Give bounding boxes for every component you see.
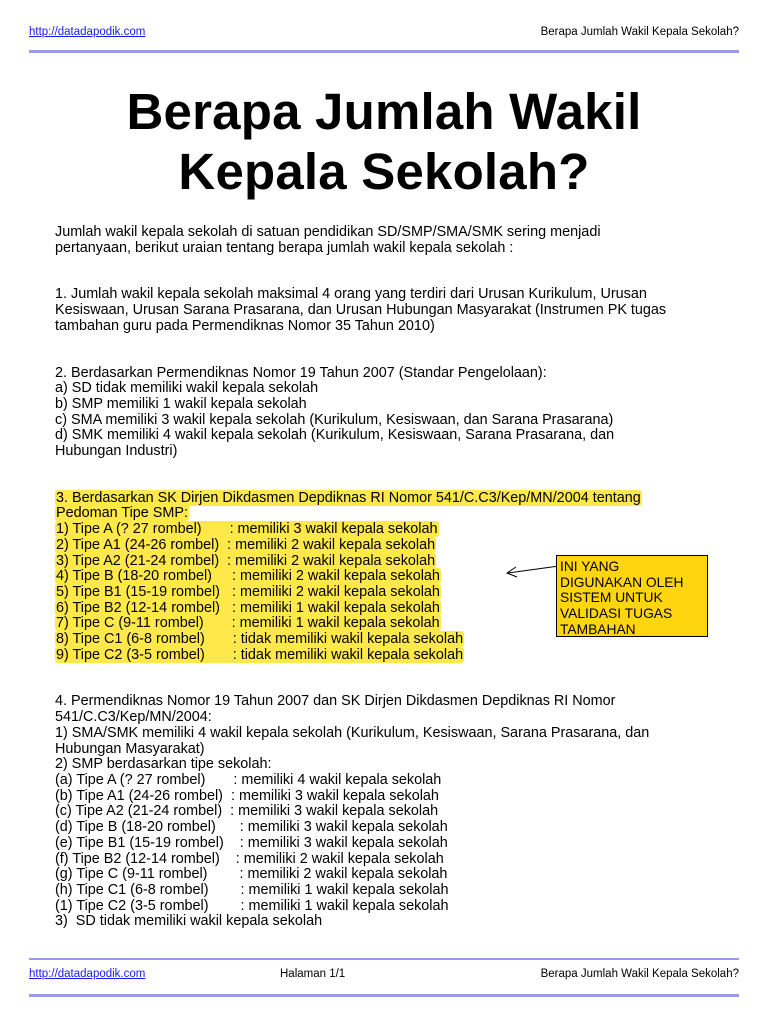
highlighted-line: 2) Tipe A1 (24-26 rombel) : memiliki 2 wakil kepala sekolah [56,536,436,553]
text-line: 1) SMA/SMK memiliki 4 wakil kepala sekolah (Kurikulum, Kesiswaan, Sarana Prasarana, dan [55,724,650,741]
text-line: Kesiswaan, Urusan Sarana Prasarana, dan Urusan Hubungan Masyarakat (Instrumen PK tugas [55,302,667,319]
text-line: (h) Tipe C1 (6-8 rombel) : memiliki 1 wakil kepala sekolah [55,881,449,898]
text-line: 541/C.C3/Kep/MN/2004: [55,709,212,726]
text-line: (1) Tipe C2 (3-5 rombel) : memiliki 1 wakil kepala sekolah [55,897,449,914]
callout-line: TAMBAHAN [560,621,636,637]
callout-note [556,555,708,637]
footer-divider-top [29,958,739,960]
text-line: (b) Tipe A1 (24-26 rombel) : memiliki 3 wakil kepala sekolah [55,787,439,804]
header-divider [29,50,739,53]
highlighted-line: 7) Tipe C (9-11 rombel) : memiliki 1 wakil kepala sekolah [56,615,440,632]
page-footer [29,968,739,988]
section-2 [55,366,725,460]
header-title: Berapa Jumlah Wakil Kepala Sekolah? [540,26,739,38]
highlighted-line: 3. Berdasarkan SK Dirjen Dikdasmen Depdiknas RI Nomor 541/C.C3/Kep/MN/2004 tentang [56,489,641,506]
text-line: tambahan guru pada Permendiknas Nomor 35 Tahun 2010) [55,317,435,334]
intro-paragraph [55,225,725,256]
text-line: 1. Jumlah wakil kepala sekolah maksimal 4 orang yang terdiri dari Urusan Kurikulum, Urusan [55,286,647,303]
callout-line: INI YANG [560,559,620,574]
text-line: 2) SMP berdasarkan tipe sekolah: [55,756,272,773]
document-title [0,82,768,202]
callout-line: DIGUNAKAN OLEH [560,574,684,590]
text-line: (d) Tipe B (18-20 rombel) : memiliki 3 wakil kepala sekolah [55,819,448,836]
callout-line: VALIDASI TUGAS [560,606,673,622]
callout-line: SISTEM UNTUK [560,590,663,606]
highlighted-line: 8) Tipe C1 (6-8 rombel) : tidak memiliki wakil kepala sekolah [56,631,464,648]
title-line: Berapa Jumlah Wakil [126,83,642,140]
header-site-link[interactable]: http://datadapodik.com [29,26,146,38]
text-line: Hubungan Industri) [55,443,178,460]
highlighted-line: 9) Tipe C2 (3-5 rombel) : tidak memiliki wakil kepala sekolah [56,646,464,663]
title-line: Kepala Sekolah? [178,143,590,200]
highlighted-line: 6) Tipe B2 (12-14 rombel) : memiliki 1 wakil kepala sekolah [56,599,440,616]
text-line: (f) Tipe B2 (12-14 rombel) : memiliki 2 wakil kepala sekolah [55,850,444,867]
section-1 [55,287,725,334]
text-line: 4. Permendiknas Nomor 19 Tahun 2007 dan SK Dirjen Dikdasmen Depdiknas RI Nomor [55,693,616,710]
page-number: Halaman 1/1 [280,968,346,980]
text-line: pertanyaan, berikut uraian tentang berapa jumlah wakil kepala sekolah : [55,239,514,256]
arrow-left-icon [502,558,562,582]
text-line: 2. Berdasarkan Permendiknas Nomor 19 Tahun 2007 (Standar Pengelolaan): [55,364,547,381]
highlighted-line: 1) Tipe A (? 27 rombel) : memiliki 3 wakil kepala sekolah [56,521,438,538]
highlighted-line: 5) Tipe B1 (15-19 rombel) : memiliki 2 wakil kepala sekolah [56,583,440,600]
text-line: d) SMK memiliki 4 wakil kepala sekolah (Kurikulum, Kesiswaan, Sarana Prasarana, dan [55,427,615,444]
text-line: (g) Tipe C (9-11 rombel) : memiliki 2 wakil kepala sekolah [55,866,448,883]
footer-title: Berapa Jumlah Wakil Kepala Sekolah? [540,968,739,980]
text-line: (e) Tipe B1 (15-19 rombel) : memiliki 3 wakil kepala sekolah [55,834,448,851]
text-line: 3) SD tidak memiliki wakil kepala sekolah [55,913,323,930]
highlighted-line: 4) Tipe B (18-20 rombel) : memiliki 2 wakil kepala sekolah [56,568,440,585]
footer-divider [29,994,739,997]
text-line: (c) Tipe A2 (21-24 rombel) : memiliki 3 wakil kepala sekolah [55,803,439,820]
text-line: Jumlah wakil kepala sekolah di satuan pendidikan SD/SMP/SMA/SMK sering menjadi [55,224,601,240]
text-line: a) SD tidak memiliki wakil kepala sekolah [55,380,319,397]
section-4 [55,694,725,930]
text-line: Hubungan Masyarakat) [55,740,205,757]
text-line: (a) Tipe A (? 27 rombel) : memiliki 4 wakil kepala sekolah [55,771,442,788]
page-header [29,26,739,46]
text-line: b) SMP memiliki 1 wakil kepala sekolah [55,395,307,412]
highlighted-line: 3) Tipe A2 (21-24 rombel) : memiliki 2 wakil kepala sekolah [56,552,436,569]
footer-site-link[interactable]: http://datadapodik.com [29,968,146,980]
text-line: c) SMA memiliki 3 wakil kepala sekolah (Kurikulum, Kesiswaan, dan Sarana Prasarana) [55,411,614,428]
highlighted-line: Pedoman Tipe SMP: [56,505,188,522]
